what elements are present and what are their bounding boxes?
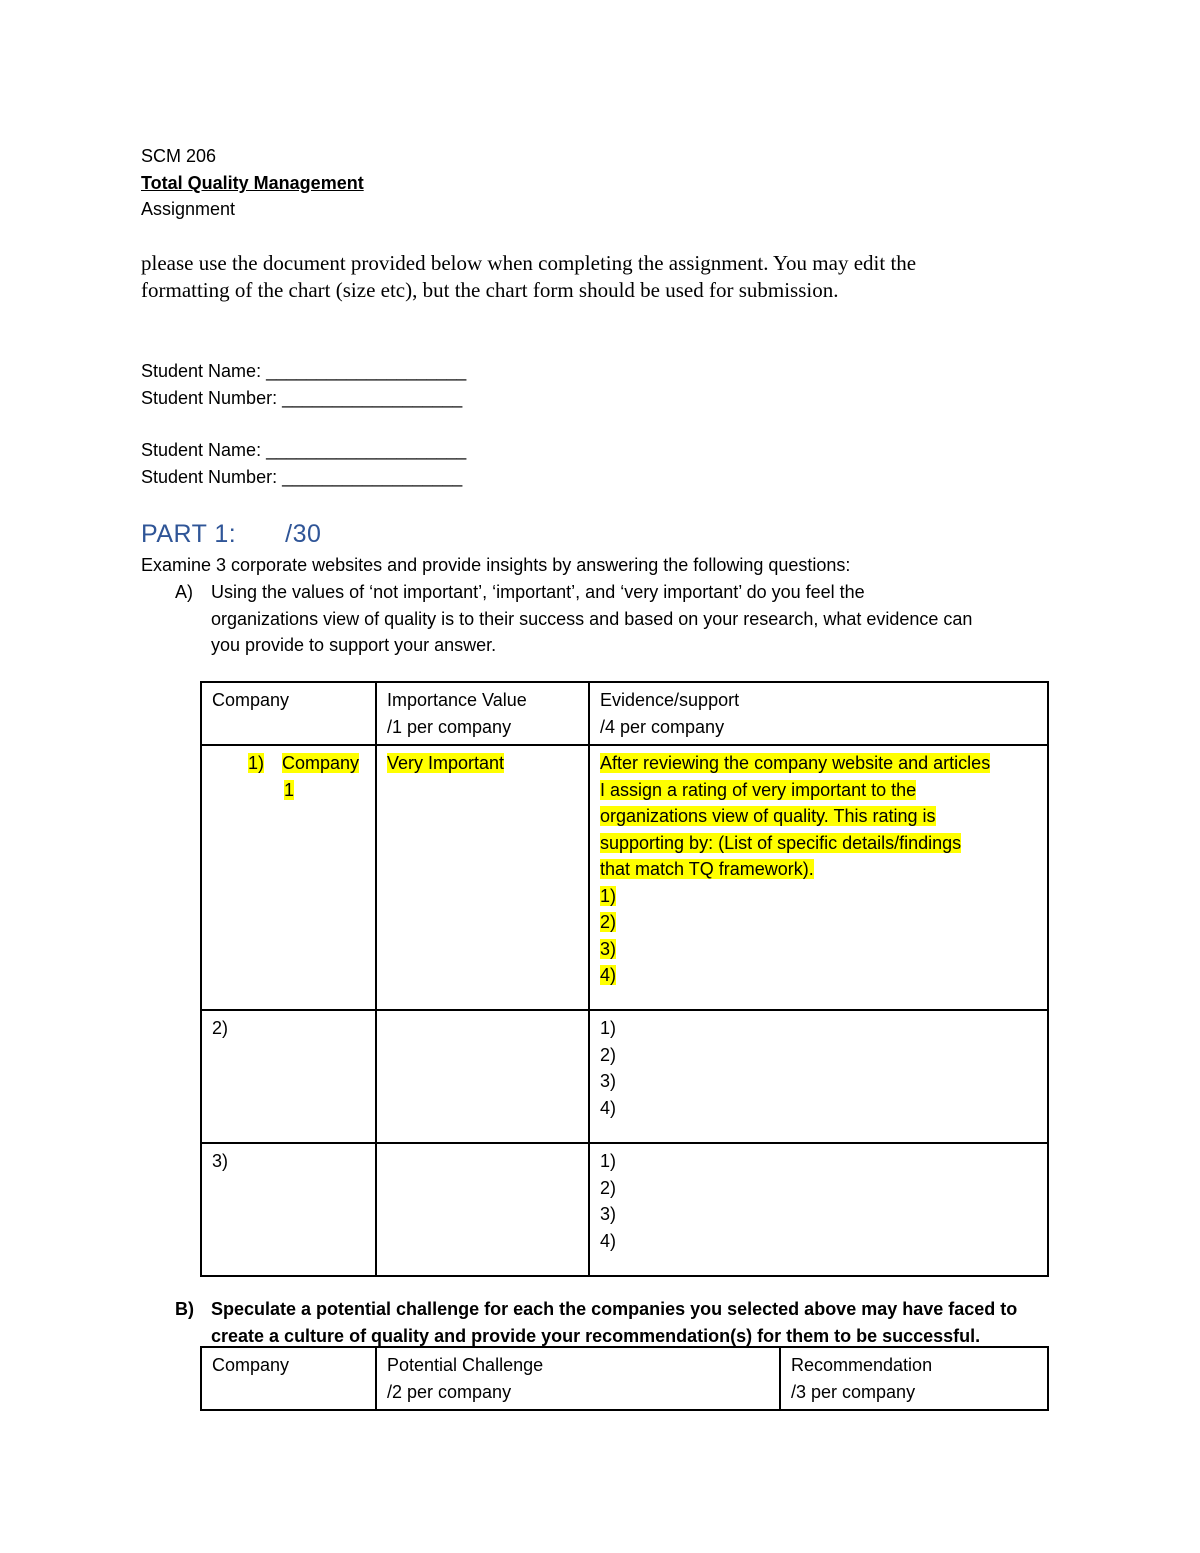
evidence-line: I assign a rating of very important to the xyxy=(600,779,917,800)
evidence-item: 2) xyxy=(600,1177,617,1198)
instruction-line: please use the document provided below when completing the assignment. You may edit the xyxy=(141,251,917,275)
evidence-item: 4) xyxy=(600,1097,617,1118)
company-name: Company xyxy=(282,753,360,773)
evidence-cell[interactable] xyxy=(589,745,1048,1010)
evidence-item: 3) xyxy=(600,938,617,959)
header-company: Company xyxy=(201,1347,376,1410)
instructions xyxy=(141,250,916,304)
instruction-line: formatting of the chart (size etc), but the chart form should be used for submission. xyxy=(141,278,839,302)
importance-cell[interactable] xyxy=(376,1010,589,1143)
header-challenge: Potential Challenge /2 per company xyxy=(376,1347,780,1410)
evidence-table xyxy=(200,681,1049,1277)
header-recommendation: Recommendation /3 per company xyxy=(780,1347,1048,1410)
evidence-item: 1) xyxy=(600,1018,617,1038)
header-evidence: Evidence/support /4 per company xyxy=(589,682,1048,745)
company-cell[interactable] xyxy=(201,745,376,1010)
evidence-line: that match TQ framework). xyxy=(600,859,814,879)
evidence-item: 3) xyxy=(600,1071,617,1091)
company-cell[interactable] xyxy=(201,1143,376,1276)
question-b-label: B) xyxy=(175,1299,194,1319)
course-code: SCM 206 xyxy=(141,146,217,166)
header-importance: Importance Value /1 per company xyxy=(376,682,589,745)
table-row xyxy=(201,745,1048,1010)
header-company: Company xyxy=(201,682,376,745)
importance-cell[interactable] xyxy=(376,1143,589,1276)
table-header-row xyxy=(201,682,1048,745)
evidence-cell[interactable] xyxy=(589,1143,1048,1276)
evidence-cell[interactable] xyxy=(589,1010,1048,1143)
document-subtitle: Assignment xyxy=(141,199,236,219)
evidence-line: organizations view of quality. This rating is xyxy=(600,806,936,826)
part1-intro: Examine 3 corporate websites and provide insights by answering the following questions: xyxy=(141,555,851,575)
student-name-field-1[interactable]: Student Name: ____________________ xyxy=(141,361,467,381)
importance-cell[interactable] xyxy=(376,745,589,1010)
evidence-item: 2) xyxy=(600,912,617,932)
evidence-item: 2) xyxy=(600,1044,617,1065)
part1-title: PART 1: xyxy=(141,520,237,548)
student-number-field-2[interactable]: Student Number: __________________ xyxy=(141,467,463,487)
company-number: 3) xyxy=(212,1151,229,1171)
question-a-line: Using the values of ‘not important’, ‘important’, and ‘very important’ do you feel the xyxy=(211,582,865,602)
company-number: 1) xyxy=(248,753,265,773)
company-cell[interactable] xyxy=(201,1010,376,1143)
challenge-table xyxy=(200,1346,1049,1411)
evidence-item: 1) xyxy=(600,885,617,906)
question-b-line: create a culture of quality and provide your recommendation(s) for them to be successful. xyxy=(211,1326,981,1346)
evidence-line: After reviewing the company website and articles xyxy=(600,753,991,773)
importance-value: Very Important xyxy=(387,753,505,773)
part1-score: /30 xyxy=(285,520,322,548)
evidence-line: supporting by: (List of specific details/findings xyxy=(600,832,962,853)
question-a-line: you provide to support your answer. xyxy=(211,635,497,655)
question-b-text xyxy=(211,1296,1017,1350)
question-a-line: organizations view of quality is to their success and based on your research, what evidence can xyxy=(211,608,973,629)
student-name-field-2[interactable]: Student Name: ____________________ xyxy=(141,440,467,460)
question-a-label: A) xyxy=(175,582,193,602)
question-b-line: Speculate a potential challenge for each the companies you selected above may have faced to xyxy=(211,1299,1018,1319)
evidence-item: 1) xyxy=(600,1151,617,1171)
table-row xyxy=(201,1010,1048,1143)
company-name-2: 1 xyxy=(284,779,295,800)
table-header-row xyxy=(201,1347,1048,1410)
student-number-field-1[interactable]: Student Number: __________________ xyxy=(141,388,463,408)
evidence-item: 3) xyxy=(600,1204,617,1224)
evidence-item: 4) xyxy=(600,1230,617,1251)
question-a-text xyxy=(211,579,972,659)
company-number: 2) xyxy=(212,1018,229,1038)
document-title: Total Quality Management xyxy=(141,173,364,193)
evidence-item: 4) xyxy=(600,965,617,985)
part1-heading xyxy=(141,518,321,550)
table-row xyxy=(201,1143,1048,1276)
